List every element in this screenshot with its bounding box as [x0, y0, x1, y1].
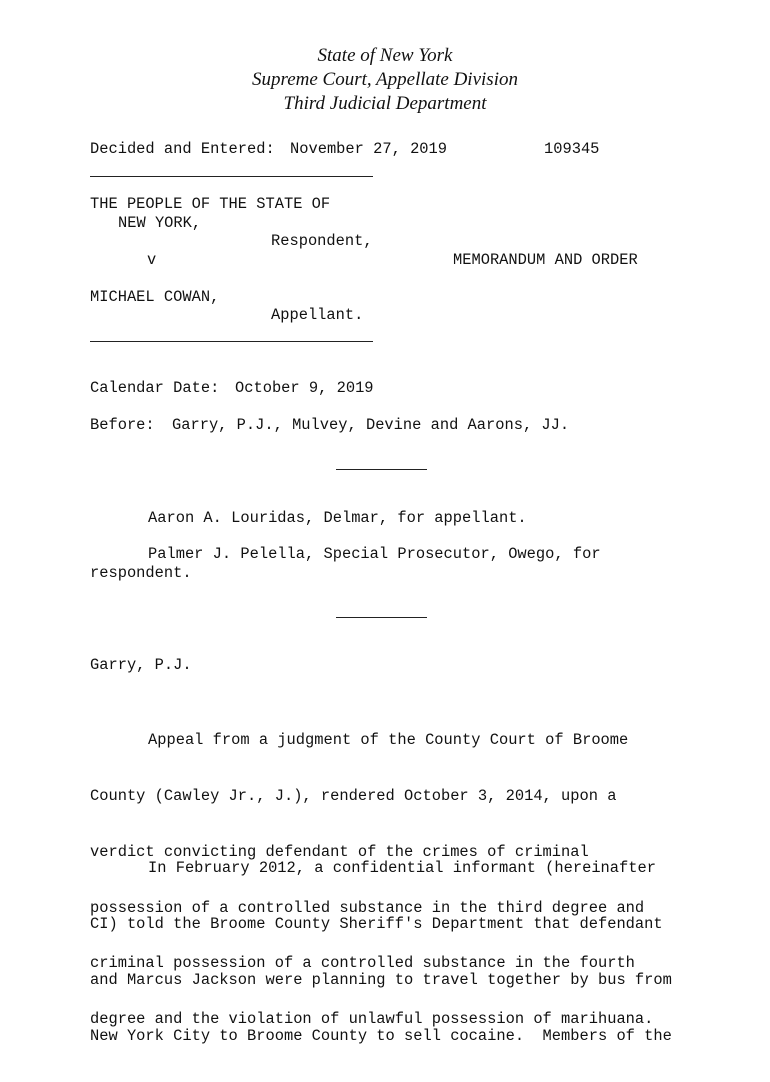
before-label: Before:: [90, 416, 155, 434]
paragraph-line: In February 2012, a confidential informant (hereinafter: [148, 859, 656, 878]
opinion-author: Garry, P.J.: [90, 656, 192, 674]
counsel-respondent-line1: Palmer J. Pelella, Special Prosecutor, Owego, for: [148, 545, 601, 563]
party2-role: Appellant.: [271, 306, 364, 324]
party1-name-line1: THE PEOPLE OF THE STATE OF: [90, 195, 331, 213]
paragraph-line: New York City to Broome County to sell cocaine. Members of the: [90, 1026, 672, 1045]
caption-top-rule: [90, 176, 373, 177]
paragraph-line: criminal possession of a controlled substance in the fourth: [90, 954, 635, 973]
paragraph-line: Appeal from a judgment of the County Court of Broome: [148, 731, 629, 750]
body-paragraph-2: [90, 822, 680, 1082]
paragraph-line: verdict convicting defendant of the crimes of criminal: [90, 842, 589, 861]
section-divider-1: [336, 469, 427, 470]
caption-bottom-rule: [90, 341, 373, 342]
court-name: Supreme Court, Appellate Division: [252, 69, 518, 90]
paragraph-line: possession of a controlled substance in the third degree and: [90, 898, 645, 917]
decided-label: Decided and Entered:: [90, 140, 275, 158]
counsel-respondent-line2: respondent.: [90, 564, 192, 582]
court-department: Third Judicial Department: [283, 93, 487, 114]
versus: v: [147, 251, 157, 269]
paragraph-line: CI) told the Broome County Sheriff's Department that defendant: [90, 914, 663, 933]
decided-date: November 27, 2019: [290, 140, 448, 158]
paragraph-line: and Marcus Jackson were planning to travel together by bus from: [90, 970, 672, 989]
party1-name-line2: NEW YORK,: [118, 214, 202, 232]
calendar-label: Calendar Date:: [90, 379, 220, 397]
docket-number: 109345: [544, 140, 600, 158]
panel-judges: Garry, P.J., Mulvey, Devine and Aarons, JJ.: [172, 416, 570, 434]
court-heading: [0, 44, 770, 116]
party1-role: Respondent,: [271, 232, 373, 250]
counsel-appellant: Aaron A. Louridas, Delmar, for appellant.: [148, 509, 527, 527]
section-divider-2: [336, 617, 427, 618]
party2-name: MICHAEL COWAN,: [90, 288, 220, 306]
court-state: State of New York: [317, 45, 453, 66]
paragraph-line: degree and the violation of unlawful possession of marihuana.: [90, 1010, 654, 1029]
paragraph-line: County (Cawley Jr., J.), rendered October 3, 2014, upon a: [90, 786, 617, 805]
calendar-date: October 9, 2019: [235, 379, 374, 397]
document-type: MEMORANDUM AND ORDER: [453, 251, 638, 269]
